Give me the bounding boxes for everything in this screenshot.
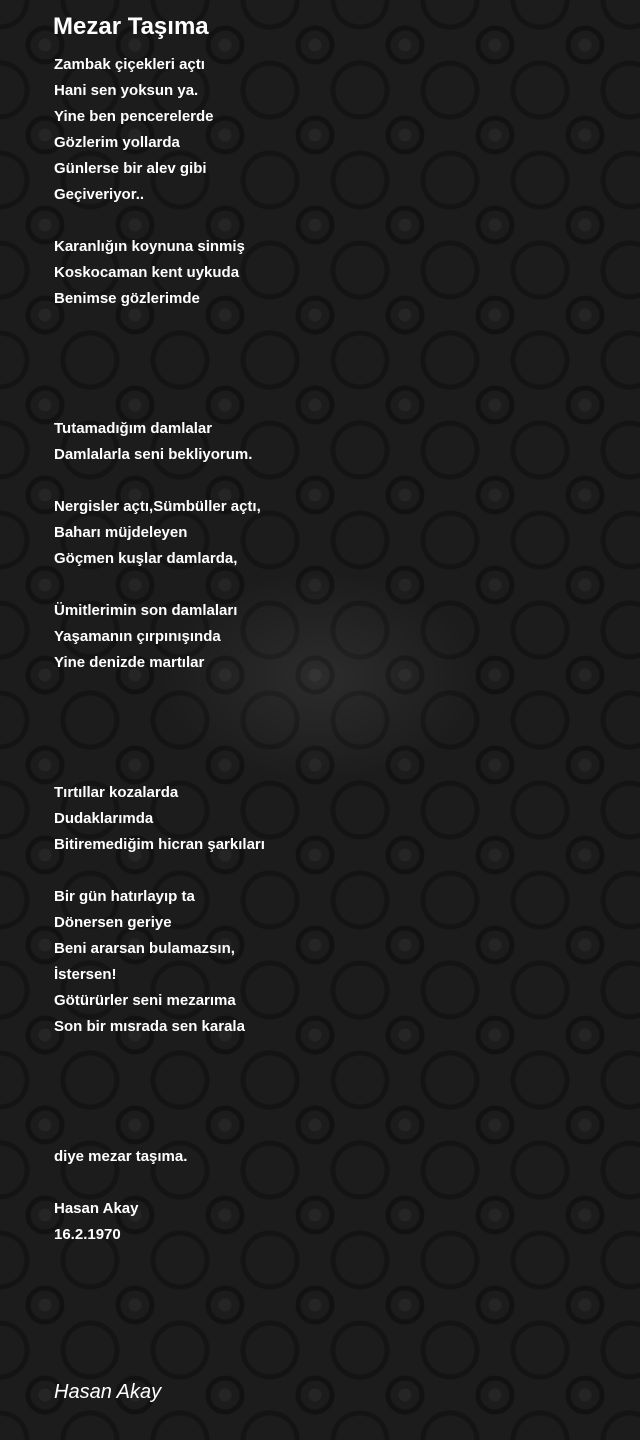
stanza-break xyxy=(54,754,614,780)
stanza-break xyxy=(54,1092,614,1118)
poem-line: Hani sen yoksun ya. xyxy=(54,82,199,99)
poem-line: Son bir mısrada sen karala xyxy=(54,1018,245,1035)
poem-line: Göçmen kuşlar damlarda, xyxy=(54,550,238,567)
author-signature: Hasan Akay xyxy=(54,1381,162,1403)
poem-line: Baharı müjdeleyen xyxy=(54,524,188,541)
poem-line: Nergisler açtı,Sümbüller açtı, xyxy=(54,498,261,515)
stanza-break xyxy=(54,728,614,754)
stanza-break xyxy=(54,858,614,884)
poem-line: Ümitlerimin son damlaları xyxy=(54,602,238,619)
poem-line: Bitiremediğim hicran şarkıları xyxy=(54,836,265,853)
poem-line: Geçiveriyor.. xyxy=(54,186,145,203)
poem-line: Yaşamanın çırpınışında xyxy=(54,628,221,645)
poem-title: Mezar Taşıma xyxy=(53,13,209,40)
stanza-break xyxy=(54,390,614,416)
poem-line: Yine denizde martılar xyxy=(54,654,205,671)
poem-line: Zambak çiçekleri açtı xyxy=(54,56,205,73)
stanza-break xyxy=(54,1118,614,1144)
stanza-break xyxy=(54,676,614,702)
poem-line: diye mezar taşıma. xyxy=(54,1148,188,1165)
poem-line: Hasan Akay xyxy=(54,1200,139,1217)
stanza-break xyxy=(54,364,614,390)
poem-line: Karanlığın koynuna sinmiş xyxy=(54,238,245,255)
poem-line: Tırtıllar kozalarda xyxy=(54,784,179,801)
stanza-break xyxy=(54,1066,614,1092)
poem-line: İstersen! xyxy=(54,966,117,983)
poem-line: Beni ararsan bulamazsın, xyxy=(54,940,235,957)
poem-line: 16.2.1970 xyxy=(54,1226,121,1243)
poem-line: Günlerse bir alev gibi xyxy=(54,160,207,177)
poem-line: Bir gün hatırlayıp ta xyxy=(54,888,195,905)
poem-line: Götürürler seni mezarıma xyxy=(54,992,236,1009)
poem-line: Yine ben pencerelerde xyxy=(54,108,214,125)
stanza-break xyxy=(54,572,614,598)
poem-line: Gözlerim yollarda xyxy=(54,134,180,151)
stanza-break xyxy=(54,338,614,364)
poem-body xyxy=(54,52,614,1248)
poem-line: Dudaklarımda xyxy=(54,810,154,827)
poem-line: Tutamadığım damlalar xyxy=(54,420,213,437)
poem-line: Dönersen geriye xyxy=(54,914,172,931)
poem-line: Damlalarla seni bekliyorum. xyxy=(54,446,253,463)
stanza-break xyxy=(54,1040,614,1066)
stanza-break xyxy=(54,312,614,338)
poem-line: Benimse gözlerimde xyxy=(54,290,200,307)
stanza-break xyxy=(54,702,614,728)
stanza-break xyxy=(54,468,614,494)
stanza-break xyxy=(54,1170,614,1196)
stanza-break xyxy=(54,208,614,234)
poem-line: Koskocaman kent uykuda xyxy=(54,264,240,281)
